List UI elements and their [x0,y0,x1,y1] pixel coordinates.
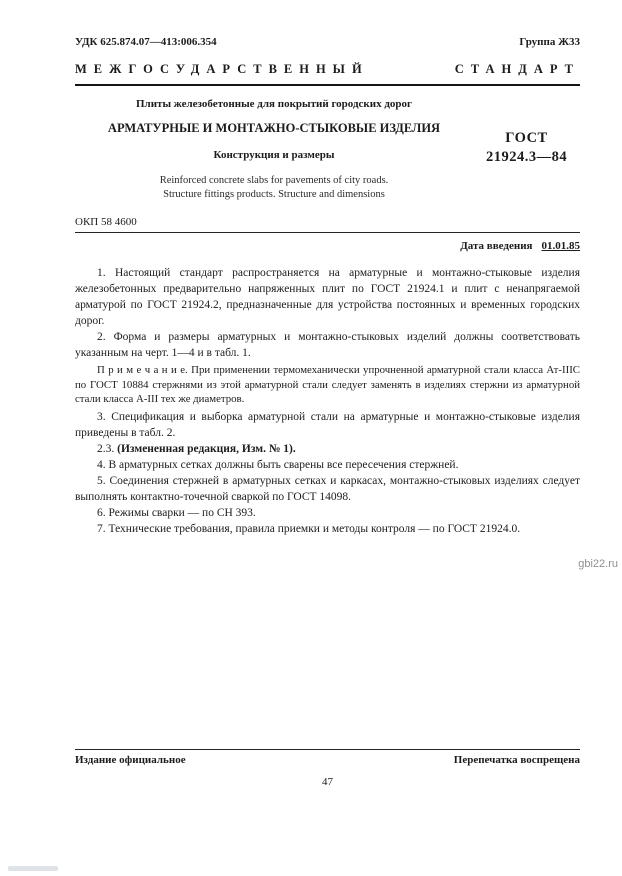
note-paragraph [75,363,580,407]
title-block [75,98,473,202]
paragraph-7: 7. Технические требования, правила приемки и методы контроля — по ГОСТ 21924.0. [97,522,521,535]
scan-artifact [8,866,58,871]
header-divider [75,84,580,86]
footer-row [75,754,580,766]
body-text [75,265,580,537]
title-english [75,174,473,202]
title-main: АРМАТУРНЫЕ И МОНТАЖНО-СТЫКОВЫЕ ИЗДЕЛИЯ [107,121,441,135]
paragraph-1: 1. Настоящий стандарт распространяется на арматурные и монтажно-стыковые изделия железобетонных предварительно напряженных плит по ГОСТ 21924.1 и плит с ненапрягаемой арматурой по ГОСТ 21924.2, предназначенные для устройства постоянных и временных городских дорог. [75,267,580,327]
paragraph-3: 3. Спецификация и выборка арматурной стали на арматурные и монтажно-стыковые изделия приведены в табл. 2. [75,410,580,439]
page-number: 47 [322,776,333,788]
section-divider [75,232,580,233]
paragraph-2: 2. Форма и размеры арматурных и монтажно-стыковых изделий должны соответствовать указанным на черт. 1—4 и в табл. 1. [75,331,580,359]
site-watermark: gbi22.ru [578,558,618,570]
group-code: Группа Ж33 [519,36,580,48]
note-label: П р и м е ч а н и е. [97,364,192,376]
document-content [75,0,580,537]
standard-kind-heading [75,62,580,77]
paragraph-2-3 [75,441,580,457]
title-subtitle: Конструкция и размеры [213,149,335,161]
paragraph-6: 6. Режимы сварки — по СН 393. [97,506,256,519]
okp-code: ОКП 58 4600 [75,216,137,228]
paragraph-2-3-amendment: (Измененная редакция, Изм. № 1). [117,442,296,455]
standard-kind-word2: СТАНДАРТ [454,62,580,76]
standard-kind-word1: МЕЖГОСУДАРСТВЕННЫЙ [75,62,369,76]
title-english-line1: Reinforced concrete slabs for pavements of city roads. [159,175,389,186]
paragraph-4: 4. В арматурных сетках должны быть сварены все пересечения стержней. [97,458,459,471]
footer-edition-note: Издание официальное [75,754,186,766]
gost-label: ГОСТ [505,130,548,146]
note-text: При применении термомеханически упрочненной арматурной стали класса Ат-IIIС по ГОСТ 10884 стержнями из этой арматурной стали следует заменять в изделиях стержни из арматурной стали класса А-III тех же диаметров. [75,364,580,405]
title-section [75,98,580,202]
date-value: 01.01.85 [541,240,580,252]
date-label: Дата введения [460,240,533,252]
gost-designation-block [473,98,580,202]
footer [75,749,580,766]
gost-designation [473,129,580,167]
paragraph-2-3-number: 2.3. [97,442,118,455]
title-english-line2: Structure fittings products. Structure and dimensions [163,189,385,200]
title-subject: Плиты железобетонные для покрытий городских дорог [135,98,413,110]
paragraph-5: 5. Соединения стержней в арматурных сетках и каркасах, монтажно-стыковых изделиях следует выполнять контактно-точечной сваркой по ГОСТ 14098. [75,474,580,503]
gost-number: 21924.3—84 [485,149,568,165]
footer-reprint-note: Перепечатка воспрещена [453,754,580,766]
effective-date-row [75,240,580,252]
classification-row [75,36,580,48]
udk-code: УДК 625.874.07—413:006.354 [75,36,217,48]
